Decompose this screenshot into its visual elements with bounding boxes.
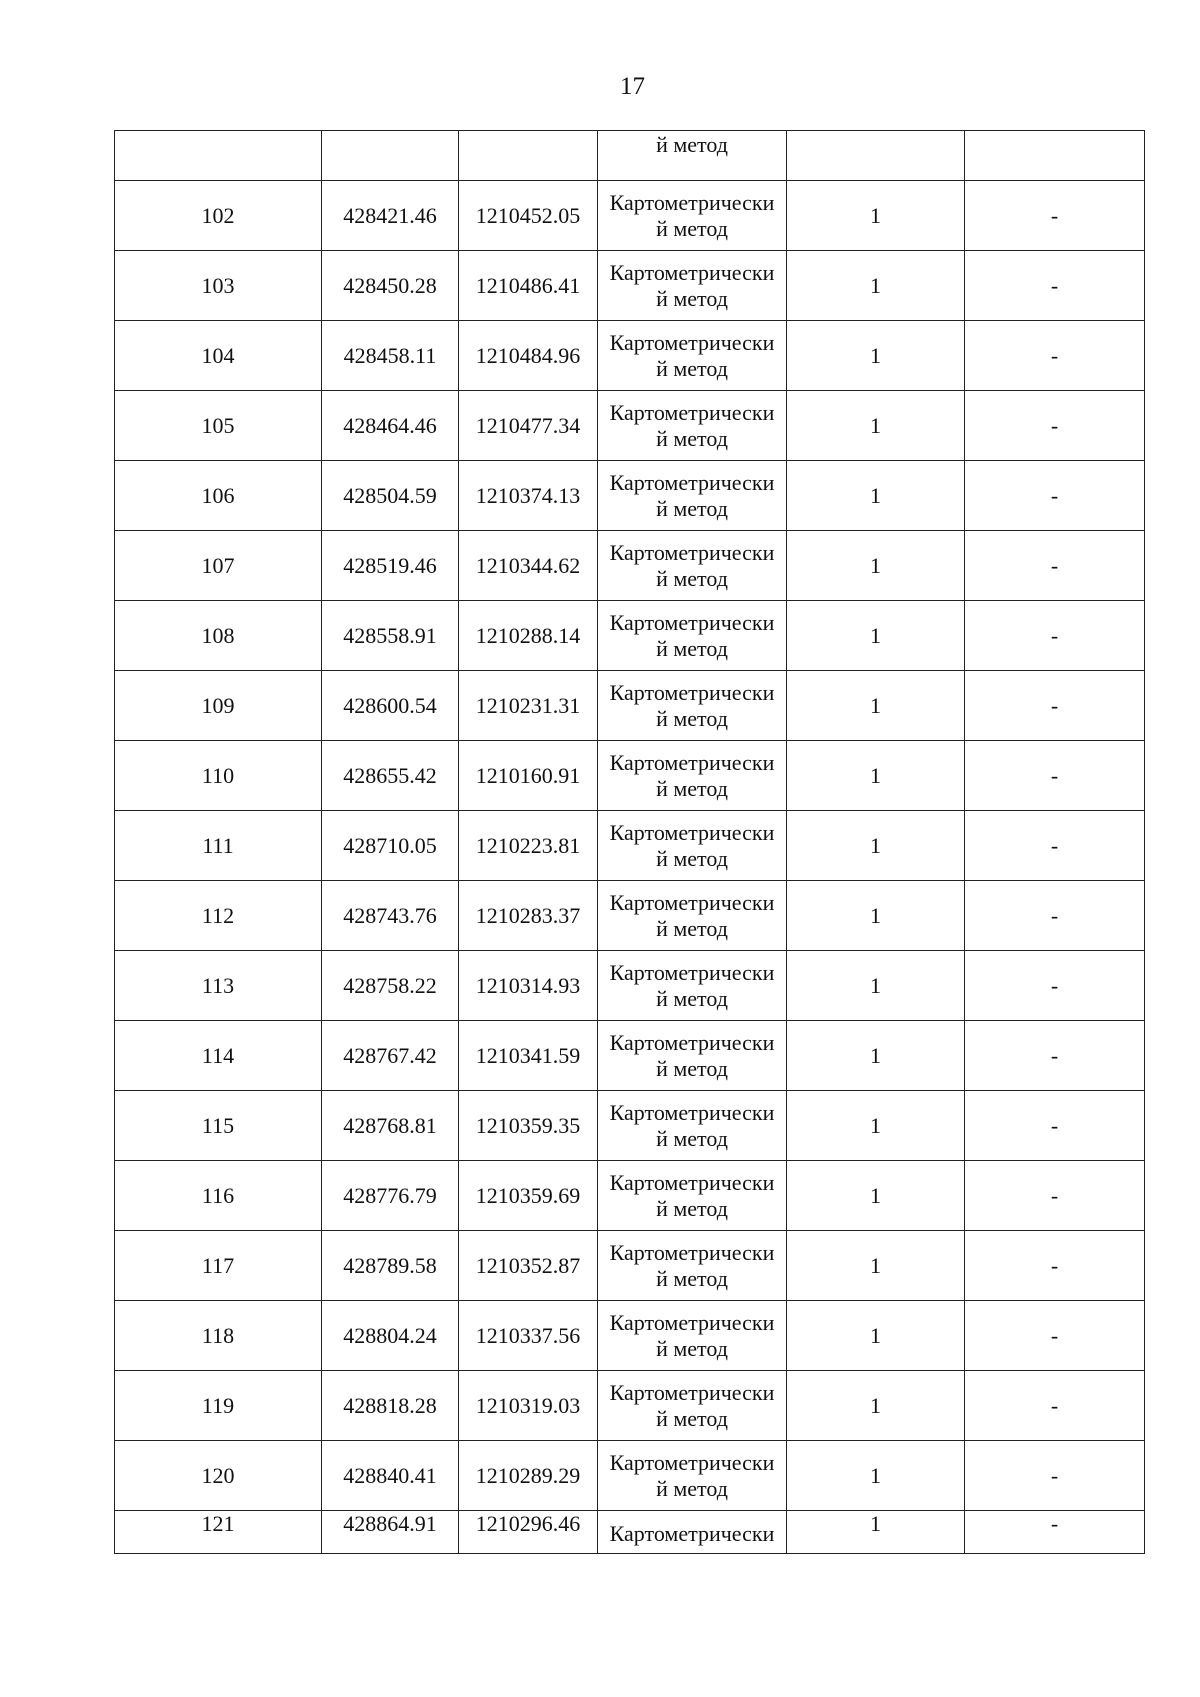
- cell-method: [598, 1301, 787, 1371]
- cell-note: [965, 1091, 1145, 1161]
- y-coordinate: 1210477.34: [475, 412, 581, 438]
- cell-y: [459, 181, 598, 251]
- cell-num: [115, 181, 322, 251]
- cell-accuracy: [787, 531, 965, 601]
- cell-method: [598, 741, 787, 811]
- cell-accuracy: [787, 811, 965, 881]
- point-number: 113: [201, 972, 235, 998]
- cell-num: [115, 1511, 322, 1554]
- cell-y: [459, 531, 598, 601]
- x-coordinate: 428804.24: [343, 1322, 437, 1348]
- cell-note: [965, 1511, 1145, 1554]
- x-coordinate: 428450.28: [343, 272, 437, 298]
- cell-accuracy: [787, 601, 965, 671]
- cell-note: [965, 1441, 1145, 1511]
- cell-num: [115, 1231, 322, 1301]
- cell-y: [459, 1231, 598, 1301]
- method-text-line: й метод: [656, 635, 728, 661]
- x-coordinate: 428710.05: [343, 832, 437, 858]
- accuracy-value: 1: [870, 622, 881, 648]
- note-value: -: [1050, 832, 1059, 858]
- cell-y: [459, 1511, 598, 1554]
- table-row: [115, 881, 1145, 951]
- x-coordinate: 428758.22: [343, 972, 437, 998]
- point-number: 117: [201, 1252, 235, 1278]
- cell-method: [598, 671, 787, 741]
- cell-accuracy: [787, 1021, 965, 1091]
- page-number: 17: [620, 73, 645, 100]
- y-coordinate: 1210352.87: [475, 1252, 581, 1278]
- cell-y: [459, 461, 598, 531]
- accuracy-value: 1: [870, 1392, 881, 1418]
- cell-note: [965, 251, 1145, 321]
- note-value: -: [1050, 1511, 1059, 1536]
- note-value: -: [1050, 1252, 1059, 1278]
- y-coordinate: 1210223.81: [475, 832, 581, 858]
- method-text-line: Картометрически: [609, 1449, 775, 1475]
- note-value: -: [1050, 1322, 1059, 1348]
- y-coordinate: 1210341.59: [475, 1042, 581, 1068]
- x-coordinate: 428864.91: [343, 1511, 437, 1536]
- cell-x: [322, 1371, 459, 1441]
- note-value: -: [1050, 902, 1059, 928]
- cell-note: [965, 181, 1145, 251]
- cell-y: [459, 671, 598, 741]
- point-number: 108: [201, 622, 235, 648]
- cell-x: [322, 461, 459, 531]
- cell-x: [322, 1161, 459, 1231]
- cell-x: [322, 671, 459, 741]
- note-value: -: [1050, 1392, 1059, 1418]
- method-text-line: Картометрически: [609, 259, 775, 285]
- cell-x: [322, 1091, 459, 1161]
- cell-x: [322, 951, 459, 1021]
- accuracy-value: 1: [870, 552, 881, 578]
- note-value: -: [1050, 1112, 1059, 1138]
- cell-note: [965, 461, 1145, 531]
- cell-x: [322, 601, 459, 671]
- cell-y: [459, 1021, 598, 1091]
- table-row: [115, 1441, 1145, 1511]
- method-text-line: й метод: [656, 915, 728, 941]
- cell-x: [322, 391, 459, 461]
- note-value: -: [1050, 412, 1059, 438]
- cell-method: [598, 531, 787, 601]
- cell-y: [459, 321, 598, 391]
- cell-method: [598, 881, 787, 951]
- method-text-line: й метод: [656, 705, 728, 731]
- note-value: -: [1050, 1182, 1059, 1208]
- y-coordinate: 1210452.05: [475, 202, 581, 228]
- cell-note: [965, 601, 1145, 671]
- point-number: 105: [201, 412, 235, 438]
- accuracy-value: 1: [870, 272, 881, 298]
- y-coordinate: 1210160.91: [475, 762, 581, 788]
- method-text: Картометрически: [609, 1521, 775, 1546]
- cell-method: [598, 391, 787, 461]
- cell-num: [115, 671, 322, 741]
- method-text-line: й метод: [656, 1475, 728, 1501]
- method-text-line: й метод: [656, 565, 728, 591]
- table-row: [115, 951, 1145, 1021]
- cell-accuracy: [787, 1371, 965, 1441]
- method-text-line: Картометрически: [609, 329, 775, 355]
- accuracy-value: 1: [870, 1252, 881, 1278]
- cell-note: [965, 531, 1145, 601]
- point-number: 109: [201, 692, 235, 718]
- y-coordinate: 1210288.14: [475, 622, 581, 648]
- accuracy-value: 1: [870, 1182, 881, 1208]
- cell-num: [115, 741, 322, 811]
- accuracy-value: 1: [870, 692, 881, 718]
- x-coordinate: 428421.46: [343, 202, 437, 228]
- table-row: [115, 601, 1145, 671]
- cell-num: [115, 131, 322, 181]
- cell-note: [965, 1231, 1145, 1301]
- accuracy-value: 1: [870, 902, 881, 928]
- cell-num: [115, 461, 322, 531]
- point-number: 107: [201, 552, 235, 578]
- cell-accuracy: [787, 131, 965, 181]
- point-number: 116: [201, 1182, 235, 1208]
- table-row: [115, 811, 1145, 881]
- cell-y: [459, 951, 598, 1021]
- method-text-line: Картометрически: [609, 189, 775, 215]
- method-text-line: й метод: [656, 845, 728, 871]
- cell-y: [459, 131, 598, 181]
- cell-y: [459, 1091, 598, 1161]
- x-coordinate: 428768.81: [343, 1112, 437, 1138]
- y-coordinate: 1210337.56: [475, 1322, 581, 1348]
- cell-y: [459, 741, 598, 811]
- y-coordinate: 1210319.03: [475, 1392, 581, 1418]
- x-coordinate: 428776.79: [343, 1182, 437, 1208]
- cell-method: [598, 1091, 787, 1161]
- accuracy-value: 1: [870, 1511, 881, 1536]
- method-text-line: й метод: [656, 985, 728, 1011]
- method-text-line: й метод: [656, 1195, 728, 1221]
- cell-accuracy: [787, 951, 965, 1021]
- accuracy-value: 1: [870, 832, 881, 858]
- table-row: [115, 1301, 1145, 1371]
- cell-method: [598, 601, 787, 671]
- cell-accuracy: [787, 1231, 965, 1301]
- x-coordinate: 428458.11: [343, 342, 437, 368]
- cell-method: [598, 461, 787, 531]
- note-value: -: [1050, 1462, 1059, 1488]
- method-text-line: й метод: [656, 1125, 728, 1151]
- cell-num: [115, 531, 322, 601]
- table-row: [115, 741, 1145, 811]
- accuracy-value: 1: [870, 762, 881, 788]
- cell-num: [115, 1091, 322, 1161]
- method-text-line: й метод: [656, 1335, 728, 1361]
- x-coordinate: 428504.59: [343, 482, 437, 508]
- y-coordinate: 1210296.46: [475, 1511, 581, 1536]
- table-row: [115, 671, 1145, 741]
- cell-y: [459, 251, 598, 321]
- cell-x: [322, 181, 459, 251]
- cell-num: [115, 601, 322, 671]
- y-coordinate: 1210359.69: [475, 1182, 581, 1208]
- cell-num: [115, 1371, 322, 1441]
- method-text-line: Картометрически: [609, 539, 775, 565]
- cell-num: [115, 1441, 322, 1511]
- table-row: [115, 181, 1145, 251]
- point-number: 115: [201, 1112, 235, 1138]
- table-row-last: [115, 1511, 1145, 1554]
- cell-note: [965, 1161, 1145, 1231]
- method-text-line: й метод: [656, 775, 728, 801]
- method-text-line: й метод: [656, 1055, 728, 1081]
- method-text-line: Картометрически: [609, 609, 775, 635]
- note-value: -: [1050, 762, 1059, 788]
- table-row: [115, 461, 1145, 531]
- accuracy-value: 1: [870, 1322, 881, 1348]
- cell-num: [115, 951, 322, 1021]
- method-text-line: й метод: [656, 425, 728, 451]
- y-coordinate: 1210484.96: [475, 342, 581, 368]
- cell-accuracy: [787, 181, 965, 251]
- point-number: 106: [201, 482, 235, 508]
- cell-accuracy: [787, 1161, 965, 1231]
- method-text-line: й метод: [656, 285, 728, 311]
- point-number: 112: [201, 902, 235, 928]
- accuracy-value: 1: [870, 412, 881, 438]
- cell-accuracy: [787, 391, 965, 461]
- cell-num: [115, 251, 322, 321]
- x-coordinate: 428789.58: [343, 1252, 437, 1278]
- point-number: 103: [201, 272, 235, 298]
- y-coordinate: 1210314.93: [475, 972, 581, 998]
- cell-note: [965, 811, 1145, 881]
- cell-note: [965, 1021, 1145, 1091]
- method-text-line: Картометрически: [609, 959, 775, 985]
- x-coordinate: 428767.42: [343, 1042, 437, 1068]
- point-number: 110: [201, 762, 235, 788]
- cell-accuracy: [787, 1511, 965, 1554]
- cell-note: [965, 951, 1145, 1021]
- cell-accuracy: [787, 251, 965, 321]
- accuracy-value: 1: [870, 1112, 881, 1138]
- method-text-line: Картометрически: [609, 819, 775, 845]
- cell-note: [965, 881, 1145, 951]
- cell-accuracy: [787, 321, 965, 391]
- cell-note: [965, 391, 1145, 461]
- cell-note: [965, 1371, 1145, 1441]
- x-coordinate: 428818.28: [343, 1392, 437, 1418]
- cell-y: [459, 1301, 598, 1371]
- cell-accuracy: [787, 461, 965, 531]
- cell-num: [115, 1301, 322, 1371]
- y-coordinate: 1210374.13: [475, 482, 581, 508]
- x-coordinate: 428600.54: [343, 692, 437, 718]
- cell-accuracy: [787, 671, 965, 741]
- cell-note: [965, 671, 1145, 741]
- cell-method: [598, 131, 787, 181]
- cell-x: [322, 811, 459, 881]
- cell-y: [459, 811, 598, 881]
- y-coordinate: 1210344.62: [475, 552, 581, 578]
- table-body: [115, 131, 1145, 1554]
- cell-y: [459, 391, 598, 461]
- y-coordinate: 1210283.37: [475, 902, 581, 928]
- cell-note: [965, 741, 1145, 811]
- method-text-line: Картометрически: [609, 749, 775, 775]
- y-coordinate: 1210359.35: [475, 1112, 581, 1138]
- table-row: [115, 1021, 1145, 1091]
- y-coordinate: 1210289.29: [475, 1462, 581, 1488]
- accuracy-value: 1: [870, 972, 881, 998]
- cell-x: [322, 1021, 459, 1091]
- accuracy-value: 1: [870, 1462, 881, 1488]
- x-coordinate: 428464.46: [343, 412, 437, 438]
- accuracy-value: 1: [870, 342, 881, 368]
- cell-accuracy: [787, 741, 965, 811]
- cell-method: [598, 1231, 787, 1301]
- point-number: 121: [201, 1511, 235, 1536]
- method-text-line: Картометрически: [609, 469, 775, 495]
- cell-num: [115, 1021, 322, 1091]
- cell-method: [598, 1371, 787, 1441]
- point-number: 118: [201, 1322, 235, 1348]
- y-coordinate: 1210486.41: [475, 272, 581, 298]
- point-number: 120: [201, 1462, 235, 1488]
- table-row: [115, 391, 1145, 461]
- table-row: [115, 1091, 1145, 1161]
- note-value: -: [1050, 552, 1059, 578]
- table-row: [115, 251, 1145, 321]
- method-text-line: Картометрически: [609, 1239, 775, 1265]
- cell-method: [598, 181, 787, 251]
- cell-method: [598, 1511, 787, 1554]
- method-text-line: Картометрически: [609, 679, 775, 705]
- method-text-line: й метод: [656, 1265, 728, 1291]
- cell-x: [322, 1231, 459, 1301]
- cell-method: [598, 951, 787, 1021]
- method-text-line: Картометрически: [609, 1309, 775, 1335]
- table-row-continuation: [115, 131, 1145, 181]
- cell-x: [322, 251, 459, 321]
- cell-method: [598, 1441, 787, 1511]
- cell-x: [322, 1301, 459, 1371]
- method-text-line: Картометрически: [609, 1029, 775, 1055]
- method-text-line: й метод: [656, 495, 728, 521]
- method-text-line: Картометрически: [609, 1169, 775, 1195]
- cell-num: [115, 811, 322, 881]
- point-number: 104: [201, 342, 235, 368]
- cell-x: [322, 131, 459, 181]
- x-coordinate: 428519.46: [343, 552, 437, 578]
- cell-num: [115, 1161, 322, 1231]
- table-row: [115, 1371, 1145, 1441]
- note-value: -: [1050, 202, 1059, 228]
- note-value: -: [1050, 342, 1059, 368]
- point-number: 111: [202, 832, 234, 858]
- accuracy-value: 1: [870, 1042, 881, 1068]
- cell-num: [115, 881, 322, 951]
- method-text-line: Картометрически: [609, 1099, 775, 1125]
- x-coordinate: 428558.91: [343, 622, 437, 648]
- accuracy-value: 1: [870, 482, 881, 508]
- method-text-line: й метод: [656, 1405, 728, 1431]
- point-number: 119: [201, 1392, 235, 1418]
- cell-note: [965, 1301, 1145, 1371]
- cell-method: [598, 1021, 787, 1091]
- cell-accuracy: [787, 1301, 965, 1371]
- cell-accuracy: [787, 1441, 965, 1511]
- cell-x: [322, 321, 459, 391]
- cell-x: [322, 881, 459, 951]
- cell-accuracy: [787, 1091, 965, 1161]
- method-text: й метод: [656, 132, 728, 157]
- note-value: -: [1050, 622, 1059, 648]
- cell-x: [322, 741, 459, 811]
- table-row: [115, 1231, 1145, 1301]
- method-text-line: Картометрически: [609, 1379, 775, 1405]
- coordinates-table: [114, 130, 1145, 1554]
- method-text-line: й метод: [656, 355, 728, 381]
- note-value: -: [1050, 482, 1059, 508]
- x-coordinate: 428743.76: [343, 902, 437, 928]
- cell-x: [322, 1511, 459, 1554]
- cell-x: [322, 531, 459, 601]
- cell-num: [115, 391, 322, 461]
- cell-method: [598, 251, 787, 321]
- note-value: -: [1050, 272, 1059, 298]
- table-row: [115, 1161, 1145, 1231]
- point-number: 102: [201, 202, 235, 228]
- cell-method: [598, 321, 787, 391]
- cell-y: [459, 881, 598, 951]
- cell-x: [322, 1441, 459, 1511]
- cell-y: [459, 1441, 598, 1511]
- cell-y: [459, 1161, 598, 1231]
- cell-accuracy: [787, 881, 965, 951]
- cell-method: [598, 1161, 787, 1231]
- x-coordinate: 428655.42: [343, 762, 437, 788]
- note-value: -: [1050, 692, 1059, 718]
- cell-y: [459, 601, 598, 671]
- cell-method: [598, 811, 787, 881]
- cell-note: [965, 131, 1145, 181]
- cell-num: [115, 321, 322, 391]
- x-coordinate: 428840.41: [343, 1462, 437, 1488]
- method-text-line: Картометрически: [609, 399, 775, 425]
- accuracy-value: 1: [870, 202, 881, 228]
- cell-note: [965, 321, 1145, 391]
- cell-y: [459, 1371, 598, 1441]
- note-value: -: [1050, 972, 1059, 998]
- y-coordinate: 1210231.31: [475, 692, 581, 718]
- method-text-line: й метод: [656, 215, 728, 241]
- method-text-line: Картометрически: [609, 889, 775, 915]
- table-row: [115, 531, 1145, 601]
- note-value: -: [1050, 1042, 1059, 1068]
- table-row: [115, 321, 1145, 391]
- point-number: 114: [201, 1042, 235, 1068]
